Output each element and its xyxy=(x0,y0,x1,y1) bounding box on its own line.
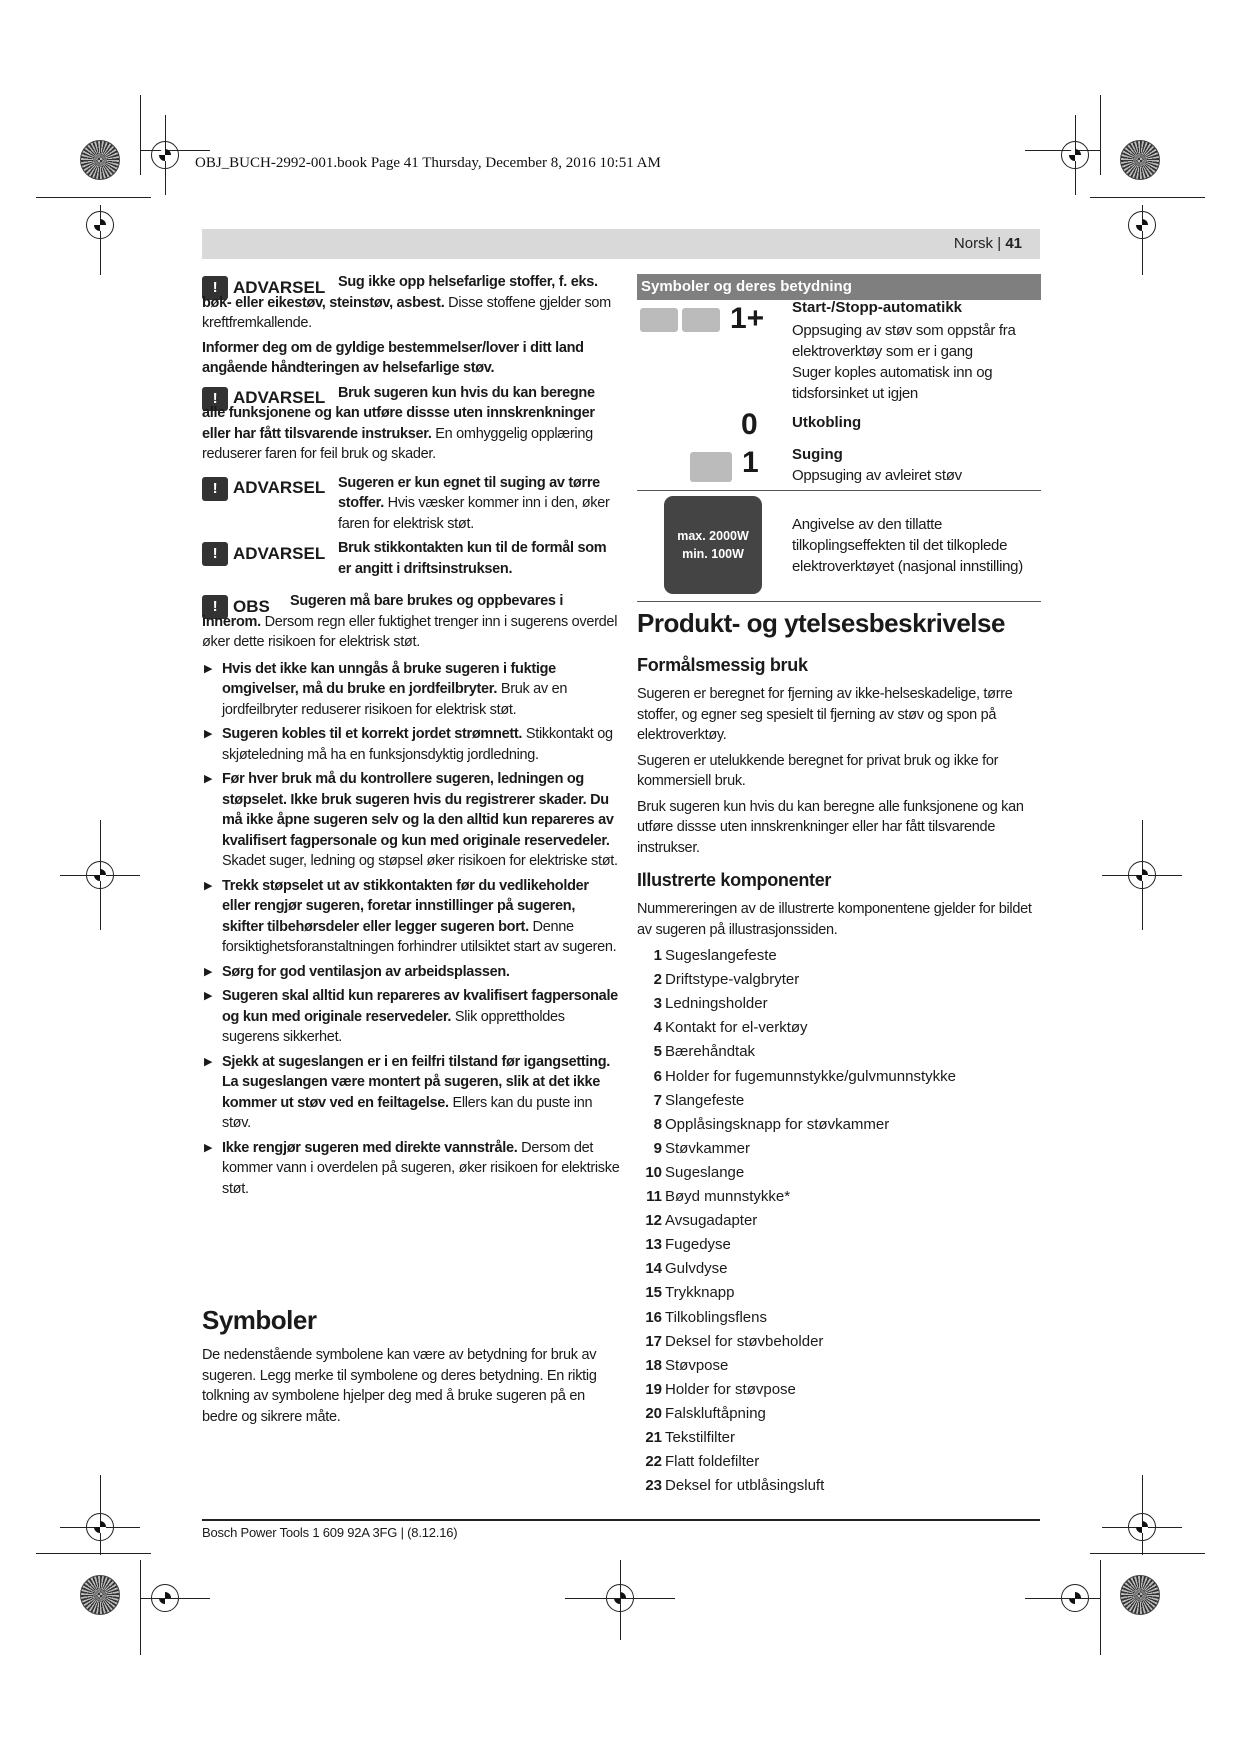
component-item xyxy=(642,1429,735,1446)
list-item: ▶ Trekk støpselet ut av stikkontakten før du vedlikeholder eller rengjør sugeren, foretar innstillinger på sugeren, skifter tilbehørsdeler eller legger sugeren bort. Denne forsiktighetsforanstaltningen forhindrer utilsiktet start av sugeren. xyxy=(204,877,617,955)
component-label: Opplåsingsknapp for støvkammer xyxy=(665,1115,890,1133)
list-item: ▶ Sørg for god ventilasjon av arbeidsplassen. xyxy=(202,962,620,983)
footer-text: Bosch Power Tools 1 609 92A 3FG | (8.12.16) xyxy=(202,1525,458,1540)
component-number: 22 xyxy=(645,1453,662,1471)
registration-mark-icon xyxy=(86,211,114,239)
component-label: Gulvdyse xyxy=(665,1260,728,1278)
component-item xyxy=(642,1309,767,1326)
component-label: Deksel for støvbeholder xyxy=(665,1332,824,1350)
symbol-off: 0 xyxy=(741,408,758,441)
warning-label: ! ADVARSEL xyxy=(202,387,325,411)
triangle-bullet-icon: ▶ xyxy=(204,965,213,978)
warning-triangle-icon: ! xyxy=(202,595,228,619)
triangle-bullet-icon: ▶ xyxy=(204,728,213,740)
component-label: Trykknapp xyxy=(665,1284,735,1302)
component-label: Kontakt for el-verktøy xyxy=(665,1019,808,1037)
component-number: 15 xyxy=(645,1284,662,1302)
component-label: Holder for støvpose xyxy=(665,1380,796,1398)
power-rating-badge: max. 2000W min. 100W xyxy=(664,496,762,594)
component-item xyxy=(642,1357,728,1374)
component-label: Flatt foldefilter xyxy=(665,1453,760,1471)
warning-text: Sug ikke opp helsefarlige stoffer, f. eks. bøk- eller eikestøv, steinstøv, asbest. Disse stoffene gjelder som kreftfremkallende. xyxy=(202,274,611,331)
footer-divider xyxy=(202,1519,1040,1521)
warning-label: ! ADVARSEL xyxy=(202,542,325,566)
component-number: 3 xyxy=(653,995,662,1013)
triangle-bullet-icon: ▶ xyxy=(204,879,213,892)
header-separator: | xyxy=(997,235,1002,252)
component-item xyxy=(642,1043,755,1060)
registration-mark-icon xyxy=(1128,211,1156,239)
registration-mark-icon xyxy=(86,861,114,889)
symbol-desc: Oppsuging av støv som oppstår fra elektroverktøy som er i gang Suger koples automatisk inn og tidsforsinket ut igjen xyxy=(792,322,1016,402)
triangle-bullet-icon: ▶ xyxy=(204,662,213,675)
use-paragraph: Sugeren er utelukkende beregnet for privat bruk og ikke for kommersiell bruk. xyxy=(637,752,999,789)
warning-text: Bruk sugeren kun hvis du kan beregne alle funksjonene og kan utføre dissse uten innskrenkninger eller har fått tilsvarende instrukser. En omhyggelig opplæring reduserer faren for feil bruk og skader. xyxy=(202,384,595,462)
component-number: 16 xyxy=(645,1308,662,1326)
component-number: 1 xyxy=(653,947,662,964)
registration-mark-icon xyxy=(151,141,179,169)
print-metadata: OBJ_BUCH-2992-001.book Page 41 Thursday, December 8, 2016 10:51 AM xyxy=(195,155,661,171)
component-item xyxy=(642,971,799,988)
warning-triangle-icon: ! xyxy=(202,542,228,566)
divider xyxy=(637,601,1041,602)
list-item: ▶ Ikke rengjør sugeren med direkte vannstråle. Dersom det kommer vann i overdelen på sugeren, øker risikoen for elektriske støt. xyxy=(204,1139,620,1197)
component-item xyxy=(642,1260,728,1277)
component-number: 4 xyxy=(653,1019,662,1037)
component-number: 11 xyxy=(646,1188,662,1205)
component-item xyxy=(642,1212,757,1229)
component-number: 10 xyxy=(645,1163,662,1181)
component-label: Falskluftåpning xyxy=(665,1404,766,1422)
list-item: ▶ Sjekk at sugeslangen er i en feilfri tilstand før igangsetting. La sugeslangen være montert på sugeren, slik at det ikke kommer ut støv ved en feiltagelse. Ellers kan du puste inn støv. xyxy=(204,1053,610,1131)
triangle-bullet-icon: ▶ xyxy=(204,990,213,1002)
component-number: 20 xyxy=(645,1404,662,1422)
component-number: 7 xyxy=(653,1091,662,1109)
symbol-suction-icon xyxy=(690,452,732,482)
component-label: Deksel for utblåsingsluft xyxy=(665,1477,825,1495)
component-label: Støvpose xyxy=(665,1356,729,1374)
component-number: 8 xyxy=(653,1115,662,1133)
list-item: ▶ Sugeren kobles til et korrekt jordet strømnett. Stikkontakt og skjøteledning må ha en funksjonsdyktig jordledning. xyxy=(204,726,613,763)
component-number: 23 xyxy=(645,1477,662,1495)
component-item xyxy=(642,995,768,1012)
component-item xyxy=(642,1068,956,1085)
obs-label: ! OBS xyxy=(202,595,270,619)
color-rose-icon xyxy=(1120,1575,1160,1615)
registration-mark-icon xyxy=(86,1513,114,1541)
component-item xyxy=(642,1164,744,1181)
component-number: 6 xyxy=(653,1067,662,1085)
component-label: Ledningsholder xyxy=(665,995,768,1013)
triangle-bullet-icon: ▶ xyxy=(204,1055,213,1068)
warning-label: ! ADVARSEL xyxy=(202,276,325,300)
symbol-title: Start-/Stopp-automatikk xyxy=(792,299,963,316)
components-heading: Illustrerte komponenter xyxy=(637,870,832,890)
registration-mark-icon xyxy=(1128,861,1156,889)
triangle-bullet-icon: ▶ xyxy=(204,773,213,785)
component-item xyxy=(642,1236,731,1253)
left-column xyxy=(202,268,620,1203)
component-label: Driftstype-valgbryter xyxy=(665,971,800,989)
component-label: Holder for fugemunnstykke/gulvmunnstykke xyxy=(665,1067,956,1085)
symboler-heading: Symboler xyxy=(202,1305,317,1335)
component-number: 12 xyxy=(645,1212,662,1230)
component-item xyxy=(642,947,777,964)
symbol-desc: Oppsuging av avleiret støv xyxy=(792,467,962,484)
symbol-table-header: Symboler og deres betydning xyxy=(637,274,1041,300)
warning-triangle-icon: ! xyxy=(202,276,228,300)
use-heading: Formålsmessig bruk xyxy=(637,655,808,675)
component-item xyxy=(642,1453,759,1470)
component-item xyxy=(642,1284,734,1301)
component-label: Sugeslange xyxy=(665,1163,745,1181)
warning-label: ! ADVARSEL xyxy=(202,477,325,501)
symbol-1plus: 1+ xyxy=(730,302,765,335)
component-number: 14 xyxy=(645,1260,662,1278)
component-number: 9 xyxy=(653,1139,662,1157)
component-number: 5 xyxy=(653,1043,662,1061)
symbol-start-stop-icon xyxy=(640,306,725,334)
triangle-bullet-icon: ▶ xyxy=(204,1141,213,1154)
symbol-title: Suging xyxy=(792,446,843,463)
list-item: ▶ Hvis det ikke kan unngås å bruke sugeren i fuktige omgivelser, må du bruke en jordfeilbryter. Bruk av en jordfeilbryter reduserer risikoen for elektrisk støt. xyxy=(204,660,568,718)
symbol-on: 1 xyxy=(742,446,759,479)
warning-text: Sugeren er kun egnet til suging av tørre stoffer. Hvis væsker kommer inn i den, øker faren for elektrisk støt. xyxy=(338,474,610,532)
component-item xyxy=(642,1140,750,1157)
component-item xyxy=(642,1477,824,1494)
component-label: Slangefeste xyxy=(665,1091,745,1109)
component-number: 19 xyxy=(645,1380,662,1398)
warning-triangle-icon: ! xyxy=(202,387,228,411)
color-rose-icon xyxy=(80,140,120,180)
component-number: 2 xyxy=(653,971,662,989)
components-intro: Nummereringen av de illustrerte komponentene gjelder for bildet av sugeren på illustrasjonssiden. xyxy=(637,901,1032,938)
component-item xyxy=(642,1188,790,1205)
divider xyxy=(637,490,1041,491)
component-label: Bøyd munnstykke* xyxy=(665,1188,791,1205)
registration-mark-icon xyxy=(1061,141,1089,169)
use-paragraph: Bruk sugeren kun hvis du kan beregne alle funksjonene og kan utføre dissse uten innskrenkninger eller har fått tilsvarende instrukser. xyxy=(637,798,1024,856)
component-label: Fugedyse xyxy=(665,1236,731,1254)
color-rose-icon xyxy=(1120,140,1160,180)
product-heading: Produkt- og ytelsesbeskrivelse xyxy=(637,608,1005,638)
component-label: Avsugadapter xyxy=(665,1212,758,1230)
registration-mark-icon xyxy=(1128,1513,1156,1541)
color-rose-icon xyxy=(80,1575,120,1615)
list-item: ▶ Sugeren skal alltid kun repareres av kvalifisert fagpersonale og kun med originale reservedeler. Slik opprettholdes sugerens sikkerhet. xyxy=(204,988,618,1045)
component-item xyxy=(642,1405,766,1422)
component-number: 13 xyxy=(645,1236,662,1254)
page-number: 41 xyxy=(1005,235,1022,252)
header-language: Norsk xyxy=(953,235,994,252)
component-item xyxy=(642,1381,796,1398)
warning-extra: Informer deg om de gyldige bestemmelser/lover i ditt land angående håndteringen av helsefarlige støv. xyxy=(202,339,584,376)
warning-text: Bruk stikkontakten kun til de formål som er angitt i driftsinstruksen. xyxy=(338,540,607,577)
symbol-title: Utkobling xyxy=(792,414,862,431)
component-number: 17 xyxy=(645,1332,662,1350)
symbol-desc: Angivelse av den tillatte tilkoplingseffekten til det tilkoplede elektroverktøyet (nasjonal innstilling) xyxy=(792,516,1023,575)
component-label: Sugeslangefeste xyxy=(665,947,777,964)
component-label: Bærehåndtak xyxy=(665,1043,756,1061)
use-paragraph: Sugeren er beregnet for fjerning av ikke-helseskadelige, tørre stoffer, og egner seg spesielt til fjerning av støv og spon på elektroverktøy. xyxy=(637,686,1013,743)
component-number: 18 xyxy=(645,1356,662,1374)
symboler-text: De nedenstående symbolene kan være av betydning for bruk av sugeren. Legg merke til symbolene og deres betydning. En riktig tolkning av symbolene hjelper deg med å bruke sugeren på en bedre og sikrere måte. xyxy=(202,1347,597,1425)
list-item: ▶ Før hver bruk må du kontrollere sugeren, ledningen og støpselet. Ikke bruk sugeren hvis du registrerer skader. Du må ikke åpne sugeren selv og la den alltid kun repareres av kvalifisert fagpersonale og kun med originale reservedeler. Skadet suger, ledning og støpsel øker risikoen for elektriske støt. xyxy=(204,771,618,869)
warning-triangle-icon: ! xyxy=(202,477,228,501)
component-number: 21 xyxy=(645,1429,662,1446)
use-text xyxy=(637,684,1041,858)
component-label: Tekstilfilter xyxy=(665,1429,736,1446)
obs-text: Sugeren må bare brukes og oppbevares i innerom. Dersom regn eller fuktighet trenger inn i sugerens overdel øker dette risikoen for elektrisk støt. xyxy=(202,593,618,650)
component-label: Støvkammer xyxy=(665,1139,751,1157)
component-item xyxy=(642,1333,823,1350)
component-item xyxy=(642,1019,808,1036)
component-label: Tilkoblingsflens xyxy=(665,1308,767,1326)
component-item xyxy=(642,1092,744,1109)
page-header xyxy=(202,229,1040,259)
safety-bullets xyxy=(202,659,620,1200)
component-item xyxy=(642,1116,889,1133)
